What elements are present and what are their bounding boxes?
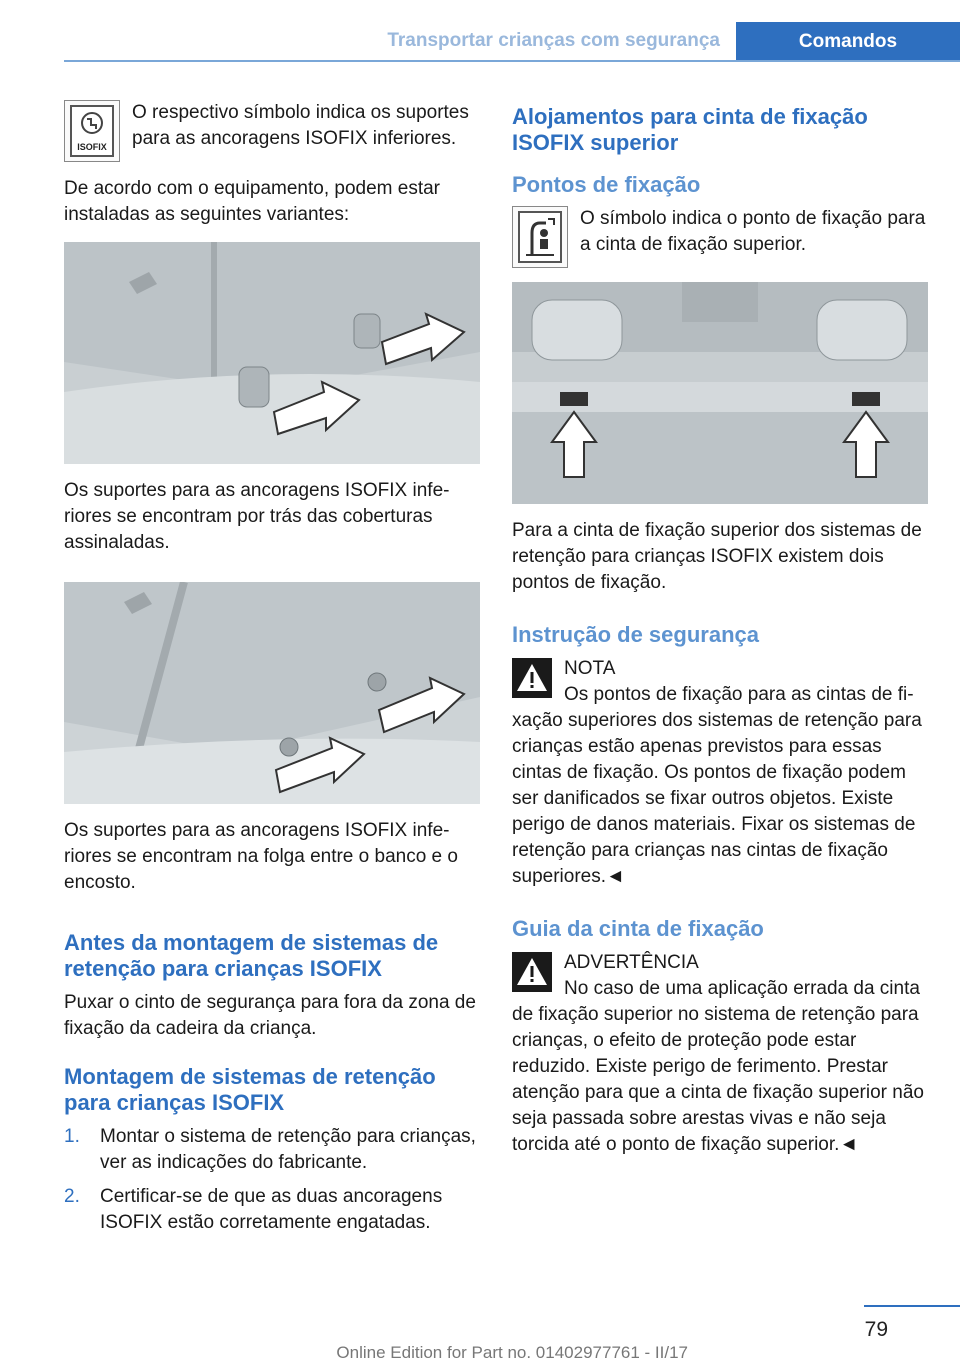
page-number: 79 (864, 1318, 888, 1341)
step-number: 1. (64, 1126, 80, 1147)
photo2-caption: Os suportes para as ancoragens ISOFIX inferiores se encontram na folga entre o banco e o encosto. (64, 820, 458, 893)
safety-heading: Instrução de segurança (512, 622, 759, 647)
variants-intro: De acordo com o equipamento, podem estar instaladas as seguintes variantes: (64, 178, 440, 225)
tether-symbol-text: O símbolo indica o ponto de fixação para a cinta de fixação superior. (580, 208, 926, 255)
anchor-points-heading: Pontos de fixação (512, 172, 701, 197)
isofix-symbol-text: O respectivo símbolo indica os suportes para as ancoragens ISOFIX inferiores. (132, 102, 469, 149)
edition-note: Online Edition for Part no. 01402977761 - II/17 (336, 1343, 688, 1362)
photo1-caption: Os suportes para as ancoragens ISOFIX inferiores se encontram por trás das coberturas assinaladas. (64, 480, 450, 553)
isofix-symbol-block (64, 100, 480, 162)
mounting-heading: Montagem de sistemas de retenção para crianças ISOFIX (64, 1064, 436, 1115)
footer-rule (864, 1305, 960, 1307)
mounting-steps (64, 1124, 480, 1236)
svg-text:ISOFIX: ISOFIX (77, 142, 107, 152)
list-item (64, 1184, 480, 1236)
top-tether-heading: Alojamentos para cinta de fixação ISOFIX superior (512, 104, 868, 155)
before-mounting-heading: Antes da montagem de sistemas de retenção para crianças ISOFIX (64, 930, 439, 981)
right-column (512, 100, 928, 1166)
warning-label: ADVERTÊNCIA (564, 952, 699, 973)
note-block (512, 656, 928, 890)
seat-photo-gap (64, 582, 480, 804)
anchor-points-caption: Para a cinta de fixação superior dos sistemas de retenção para crianças ISOFIX existem dois pontos de fixação. (512, 520, 922, 593)
step-text: Montar o sistema de retenção para crianças, ver as indicações do fabricante. (100, 1126, 476, 1173)
left-column (64, 100, 480, 1244)
header-chapter-tab[interactable]: Comandos (736, 22, 960, 62)
step-text: Certificar-se de que as duas ancoragens ISOFIX estão corretamente engatadas. (100, 1186, 443, 1233)
tether-symbol-block (512, 206, 928, 268)
list-item (64, 1124, 480, 1176)
trunk-photo-anchor-points (512, 282, 928, 504)
warning-block (512, 950, 928, 1158)
seat-photo-covers (64, 242, 480, 464)
note-label: NOTA (564, 658, 616, 679)
warning-triangle-icon (512, 658, 552, 698)
warning-triangle-icon (512, 952, 552, 992)
header-rule (64, 60, 960, 62)
tether-anchor-icon (512, 206, 568, 268)
warning-text: No caso de uma aplicação errada da cinta de fixação superior no sistema de retenção para crianças, o efeito de proteção pode estar reduzido. Existe perigo de ferimento. Prestar atenção para que a cinta de fixação superior não seja passada sobre arestas vivas e não seja torcida até o ponto de fixação superior.◄ (512, 978, 924, 1155)
step-number: 2. (64, 1186, 80, 1207)
note-text: Os pontos de fixação para as cintas de fixação superiores dos sistemas de retenção para crianças estão apenas previstos para essas cintas de fixação. Os pontos de fixação podem ser danificados se fixar outros objetos. Existe perigo de danos materiais. Fixar os sistemas de retenção para crianças nas cintas de fixação superiores.◄ (512, 684, 922, 887)
before-mounting-text: Puxar o cinto de segurança para fora da zona de fixação da cadeira da criança. (64, 992, 476, 1039)
isofix-seat-icon (64, 100, 120, 162)
strap-guide-heading: Guia da cinta de fixação (512, 916, 764, 941)
header-section-title: Transportar crianças com segurança (387, 30, 720, 51)
